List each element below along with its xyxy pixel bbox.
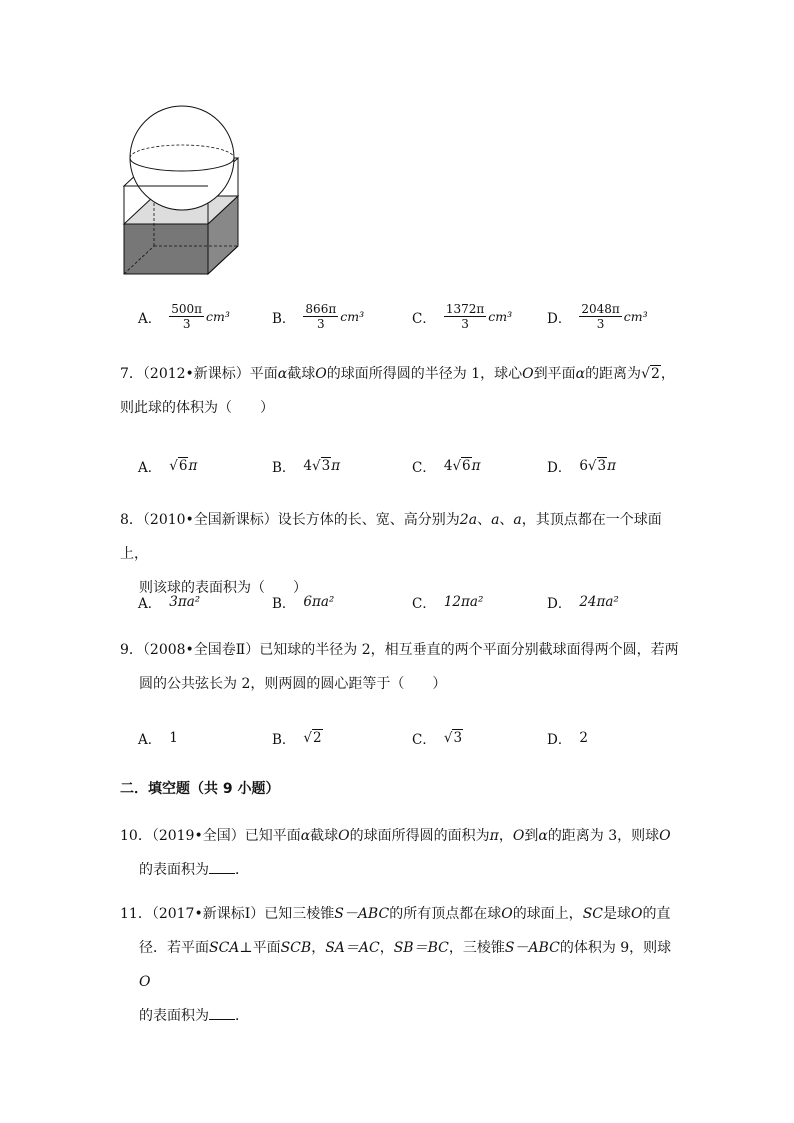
q7-option-b[interactable]: B． 4 √ 3 π — [272, 458, 341, 476]
question-10 — [120, 819, 680, 887]
q9-option-d[interactable]: D． 2 — [547, 730, 588, 748]
q11-line2: 径．若平面SCA⊥平面SCB，SA＝AC，SB＝BC，三棱锥S－ABC的体积为 9，则球O — [139, 940, 672, 990]
q7-option-a[interactable]: A． √ 6 π — [138, 458, 198, 476]
q7-option-d[interactable]: D． 6 √ 3 π — [547, 458, 616, 476]
section-title: 二．填空题（共 9 小题） — [120, 781, 280, 797]
q6-option-b[interactable] — [272, 302, 364, 331]
q9-option-a[interactable]: A． 1 — [138, 730, 178, 748]
q7-option-c[interactable]: C． 4 √ 6 π — [412, 458, 481, 476]
fraction: $\frac{2048\pi}{3}$ — [581, 302, 620, 331]
q8-line1: 8．（2010•全国新课标）设长方体的长、宽、高分别为2a、a、a，其顶点都在一个球面上， — [120, 512, 662, 562]
q8-options — [138, 592, 738, 622]
q8-option-d[interactable]: D． 24πa² — [547, 594, 619, 612]
q9-options — [138, 728, 738, 758]
q7-line2: 则此球的体积为（ ） — [120, 400, 274, 416]
unit: cm³ — [623, 309, 648, 324]
q8-line2: 则该球的表面积为（ ） — [139, 580, 307, 596]
question-9 — [120, 633, 680, 701]
question-11 — [120, 897, 680, 1033]
q9-line2: 圆的公共弦长为 2，则两圆的圆心距等于（ ） — [139, 676, 447, 692]
q6-option-a[interactable] — [138, 302, 230, 331]
q7-line1: 7．（2012•新课标）平面α截球O的球面所得圆的半径为 1，球心O到平面α的距离为√2， — [120, 366, 675, 382]
q11-line3: 的表面积为 ． — [120, 999, 680, 1033]
option-label: C． — [412, 310, 436, 327]
option-label: A． — [138, 310, 162, 327]
question-8 — [120, 503, 680, 605]
q11-line1: 11．（2017•新课标Ⅰ）已知三棱锥S－ABC的所有顶点都在球O的球面上，SC是球O的直 — [120, 906, 671, 922]
unit: cm³ — [206, 309, 230, 324]
fraction: $\frac{866\pi}{3}$ — [305, 302, 337, 331]
answer-blank[interactable] — [209, 859, 235, 874]
q9-option-b[interactable]: B． √ 2 — [272, 730, 322, 748]
option-label: B． — [272, 310, 296, 327]
unit: cm³ — [340, 309, 365, 324]
option-label: D． — [547, 310, 572, 327]
answer-blank[interactable] — [209, 1005, 235, 1020]
q6-options — [138, 302, 738, 332]
q8-option-a[interactable]: A． 3πa² — [138, 594, 201, 612]
q9-option-c[interactable]: C． √ 3 — [412, 730, 463, 748]
sphere — [130, 106, 234, 210]
fraction: $\frac{500\pi}{3}$ — [171, 302, 203, 331]
unit: cm³ — [488, 309, 513, 324]
q6-option-d[interactable] — [547, 302, 648, 331]
q6-option-c[interactable] — [412, 302, 512, 331]
fraction: $\frac{1372\pi}{3}$ — [445, 302, 485, 331]
sphere-on-container-figure — [120, 100, 248, 280]
q7-options — [138, 456, 738, 486]
q9-line1: 9．（2008•全国卷Ⅱ）已知球的半径为 2，相互垂直的两个平面分别截球面得两个圆，若两 — [120, 642, 679, 658]
q8-option-c[interactable]: C． 12πa² — [412, 594, 484, 612]
water-front-face — [124, 224, 208, 274]
q10-line2: 的表面积为 ． — [120, 853, 680, 887]
question-7 — [120, 357, 680, 425]
q10-line1: 10．（2019•全国）已知平面α截球O的球面所得圆的面积为π，O到α的距离为 3，则球O — [120, 828, 671, 844]
q8-option-b[interactable]: B． 6πa² — [272, 594, 335, 612]
